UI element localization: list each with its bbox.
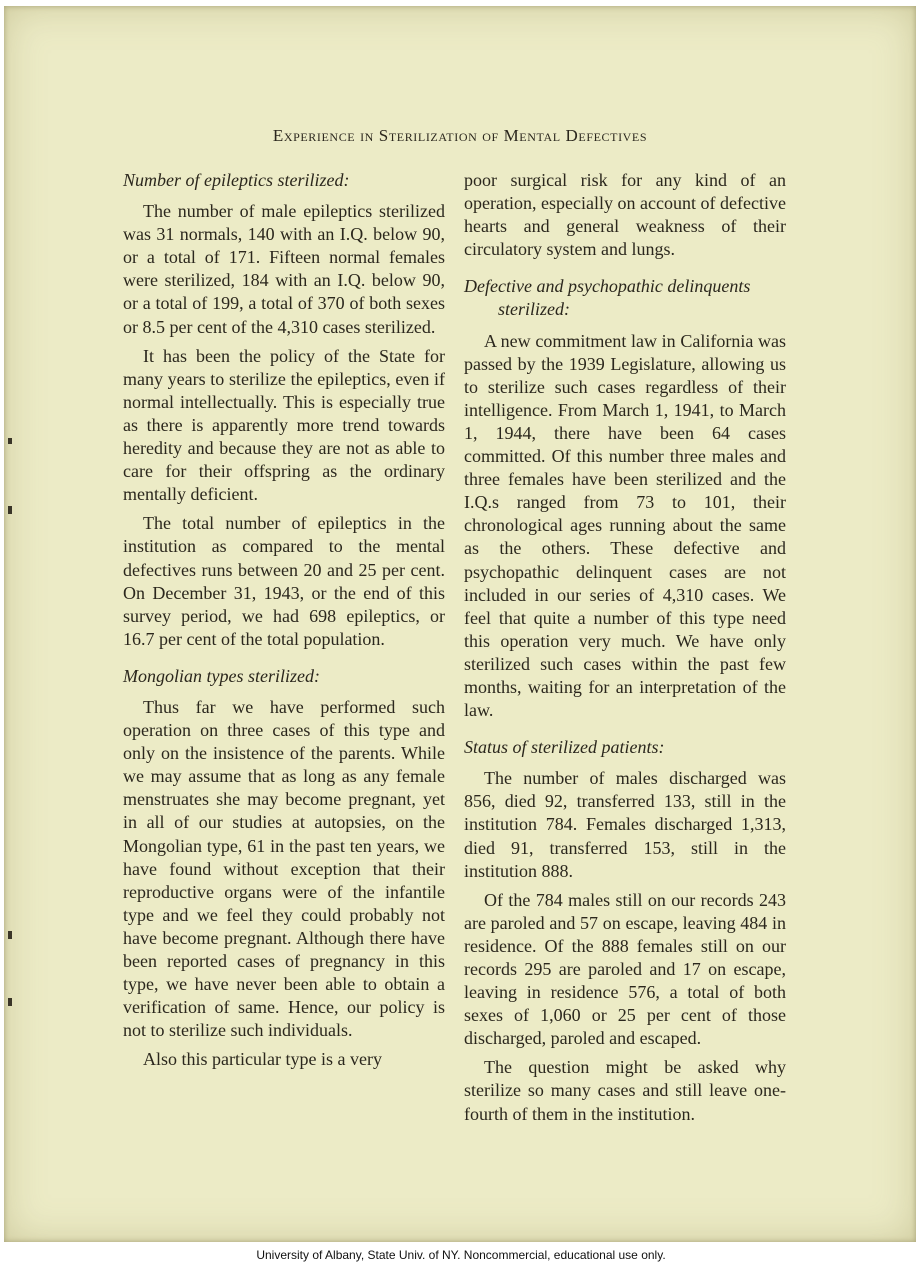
paragraph: Also this particular type is a very <box>143 1049 382 1070</box>
paragraph: The total number of epileptics in the institution as compared to the mental defectives runs between 20 and 25 per cent. On December 31, 1943, or the end of this survey period, we had 698 epileptics, or 16.7 per cent of the total population. <box>123 513 445 649</box>
margin-mark <box>8 931 12 939</box>
margin-mark <box>8 438 12 444</box>
paragraph: A new commitment law in California was passed by the 1939 Legislature, allowing us to sterilize such cases regardless of their intelligence. From March 1, 1941, to March 1, 1944, there have been 64 cases committed. Of this number three males and three females have been sterilized and the I.Q.s ranged from 73 to 101, their chronological ages running about the same as the others. These defective and psychopathic delinquent cases are not included in our series of 4,310 cases. We feel that quite a number of this type need this operation very much. We have only sterilized such cases within the past few months, waiting for an interpretation of the law. <box>464 330 786 721</box>
paragraph: The number of males discharged was 856, died 92, transferred 133, still in the institution 784. Females discharged 1,313, died 91, transferred 153, still in the institution 888. <box>464 768 786 881</box>
running-header: Experience in Sterilization of Mental Defectives <box>272 126 648 145</box>
subheading: Mongolian types sterilized: <box>123 665 320 686</box>
subheading: Status of sterilized patients: <box>464 737 665 758</box>
paragraph: The number of male epileptics sterilized was 31 normals, 140 with an I.Q. below 90, or a total of 171. Fifteen normal females were sterilized, 184 with an I.Q. below 90, or a total of 199, a total of 370 of both sexes or 8.5 per cent of the 4,310 cases sterilized. <box>123 201 445 337</box>
subheading: Number of epileptics sterilized: <box>123 170 350 190</box>
paragraph: It has been the policy of the State for many years to sterilize the epileptics, even if normal intellectually. This is especially true as there is apparently more trend towards heredity and because they are not as able to care for their offspring as the ordinary mentally deficient. <box>123 345 445 505</box>
paragraph: Thus far we have performed such operation on three cases of this type and only on the insistence of the parents. While we may assume that as long as any female menstruates she may become pregnant, yet in all of our studies at autopsies, on the Mongolian type, 61 in the past ten years, we have found without exception that their reproductive organs were of the infantile type and we feel they could probably not have become pregnant. Although there have been reported cases of pregnancy in this type, we have never been able to obtain a verification of same. Hence, our policy is not to sterilize such individuals. <box>123 696 445 1041</box>
usage-notice: University of Albany, State Univ. of NY. Noncommercial, educational use only. <box>256 1248 666 1262</box>
paragraph: The question might be asked why sterilize so many cases and still leave one-fourth of them in the institution. <box>464 1057 786 1124</box>
continued-paragraph: poor surgical risk for any kind of an operation, especially on account of defective hearts and general weakness of their circulatory system and lungs. <box>464 170 786 260</box>
right-column <box>464 169 786 1132</box>
subheading: Defective and psychopathic delinquents sterilized: <box>464 276 751 320</box>
paragraph: Of the 784 males still on our records 243 are paroled and 57 on escape, leaving 484 in residence. Of the 888 females still on our records 295 are paroled and 17 on escape, leaving in residence 576, a total of both sexes of 1,060 or 25 per cent of those discharged, paroled and escaped. <box>464 889 786 1049</box>
margin-mark <box>8 506 12 514</box>
left-column <box>123 169 445 1077</box>
document-page <box>4 6 916 1242</box>
margin-mark <box>8 998 12 1006</box>
